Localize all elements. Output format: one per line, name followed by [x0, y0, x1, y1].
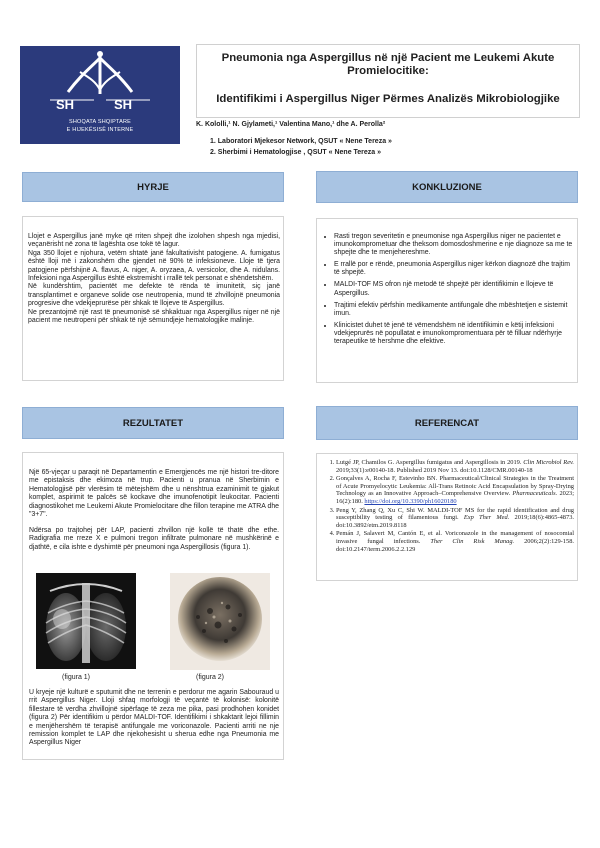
affiliation-1: 1. Laboratori Mjekesor Network, QSUT « Nene Tereza »	[210, 138, 392, 145]
hyrje-paragraph: Ne prezantojmë një rast të pneumonisë së shkaktuar nga Aspergillus niger në një pacient me neutropeni për shkak të një sëmundjeje hematologjike malinje.	[28, 308, 280, 325]
authors: K. Kololli,¹ N. Gjylameti,¹ Valentina Mano,¹ dhe A. Perolla²	[196, 121, 386, 128]
list-item: • E rrallë por e rëndë, pneumonia Aspergillus niger kërkon diagnozë dhe trajtim të shpejtë.	[334, 261, 574, 277]
hyrje-body	[28, 233, 280, 325]
culture-plate-image	[170, 573, 270, 670]
list-item: • Klinicistet duhet të jenë të vëmendshëm në identifikimin e këtij infeksioni vdekjeprurës në popullatat e imunokompromentuara për të filluar ndërhyrje terapeutike të hershme dhe efektive.	[334, 322, 574, 346]
list-item: • Rasti tregon severitetin e pneumonise nga Aspergillus niger ne pacientet e imunokomprometuar dhe theksom domosdoshmerine e nje diagnoze sa me te shpejte dhe te menjehereshme.	[334, 233, 574, 257]
reference-item: 3. Peng Y, Zhang Q, Xu C, Shi W. MALDI-TOF MS for the rapid identification and drug susceptibility testing of filamentous fungi. Exp Ther Med. 2019;18(6):4865-4873. doi:10.3892/etm.2019.8118	[336, 507, 574, 530]
list-item: • Trajtimi efektiv përfshin medikamente antifungale dhe mbështetjen e sistemit imun.	[334, 302, 574, 318]
logo-org-line2: E HIJEKËSISË INTERNE	[66, 127, 134, 133]
doi-link[interactable]: https://doi.org/10.3390/ph16020180	[364, 497, 457, 505]
hyrje-paragraph: Nga 350 llojet e njohura, vetëm shtatë janë fakultativisht patogjene. A. fumigatus është lloji më i zakonshëm dhe gjendet në 90% të infeksioneve. Lloje të tjera patogjene përfshijnë A. flavus, A. niger, A. oryzaea, A. versicolor, dhe A. nidulans. Infeksioni nga Aspergillus është ekstremisht i rrallë tek personat e shëndetshëm.	[28, 249, 280, 283]
section-heading-referencat: REFERENCAT	[316, 406, 578, 440]
rezultatet-paragraph-3: U kryeje një kulturë e sputumit dhe ne terrenin e perdorur me agarin Sabouraud u rrit Aspergillus Niger. Lloji shfaq morfologji të veçantë të kolonisë: kolonitë fillestare të verdha zhvillojnë sipërfaqe të zeza me pika, pasi prodhohen konidet (figura 2) Për identifikim u përdor MALDI-TOF. Identifikimi i shkaktarit lejoi fillimin e menjëhershëm të terapisë antifungale me voriconazole. Pacienti arriti ne nje remission komplet te LAP dhe njekohesisht u sherua edhe nga Pneumonia me Aspergillus Niger	[29, 689, 279, 747]
chest-xray-image	[36, 573, 136, 669]
konkluzione-list	[322, 233, 574, 350]
rezultatet-paragraph-2: Ndërsa po trajtohej për LAP, pacienti zhvillon një kollë të thatë dhe ethe. Radigrafia me rreze X e pulmoni tregon infiltrate pulmonare në mushkërinë e djathtë, e cila ishte e dyshimtë për pneumoni nga Aspergillosis (figura 1).	[29, 527, 279, 551]
section-heading-konkluzione: KONKLUZIONE	[316, 171, 578, 203]
reference-item: 4. Pemán J, Salavert M, Cantón E, et al. Voriconazole in the management of nosocomial invasive fungal infections. Ther Clin Risk Manag. 2006;2(2):129-158. doi:10.2147/term.2006.2.2.129	[336, 530, 574, 553]
figure-2-caption: (figura 2)	[196, 674, 225, 681]
logo-letters-right: SH	[114, 97, 133, 112]
reference-list	[324, 459, 574, 554]
title-block	[196, 44, 580, 118]
affiliation-2: 2. Sherbimi i Hematologjise , QSUT « Nene Tereza »	[210, 149, 382, 156]
hyrje-paragraph: Llojet e Aspergillus janë myke që rriten shpejt dhe izolohen shpesh nga mjedisi, veçanërisht në zona të lagështa ose tokë të lagur.	[28, 233, 280, 249]
list-item: • MALDI-TOF MS ofron një metodë të shpejtë për identifikimin e llojeve të Aspergillus.	[334, 281, 574, 297]
reference-item: 1. Lutgé JP, Chamilos G. Aspergillus fumigatus and Aspergillosis in 2019. Clin Microbiol Rev. 2019;33(1):e00140-18. Published 2019 Nov 13. doi:10.1128/CMR.00140-18	[336, 459, 574, 474]
hyrje-paragraph: Në kundërshtim, pacientët me defekte të rënda të imunitetit, siç janë transplantimet e organeve solide ose neutropenia, mund të zhvillojnë pneumonia progresive dhe vdekjeprurëse për shkak të llojeve të Aspergillus.	[28, 283, 280, 308]
reference-item: 2. Gonçalves A, Rocha F, Estevinho BN. Pharmaceutical/Clinical Strategies in the Treatment of Acute Promyelocytic Leukemia: All-Trans Retinoic Acid Encapsulation by Spray-Drying Technology as an Innovative Approach–Comprehensive Overview. Pharmaceuticals. 2023; 16(2):180. https://doi.org/10.3390/ph16020180	[336, 475, 574, 505]
section-heading-rezultatet: REZULTATET	[22, 407, 284, 439]
logo-org-line1: SHOQATA SHQIPTARE	[68, 119, 132, 125]
section-heading-hyrje: HYRJE	[22, 172, 284, 202]
poster-subtitle: Identifikimi i Aspergillus Niger Përmes Analizës Mikrobiologjike	[216, 93, 560, 105]
logo-letters-left: SH	[56, 97, 75, 112]
poster-title: Pneumonia nga Aspergillus në një Pacient me Leukemi Akute Promielocitike:	[221, 52, 555, 77]
figure-1-caption: (figura 1)	[62, 674, 91, 681]
society-logo	[20, 46, 180, 144]
rezultatet-paragraph-1: Një 65-vjeçar u paraqit në Departamentin e Emergjencës me një histori tre-ditore me epistaksis dhe ekimoza në trup. Pacienti u pranua në Sherbimin e Hematologjisë për vlerësim të mëtejshëm dhe u nënshtrua ezaminimit te gjakut komplet, aspirimit te palcës së kockave dhe imunofenotipit leukocitar. Pacienti diagnostikohet me Leukemi Akute Promielocitare dhe fillon terapine me ATRA dhe "3+7".	[29, 469, 279, 519]
